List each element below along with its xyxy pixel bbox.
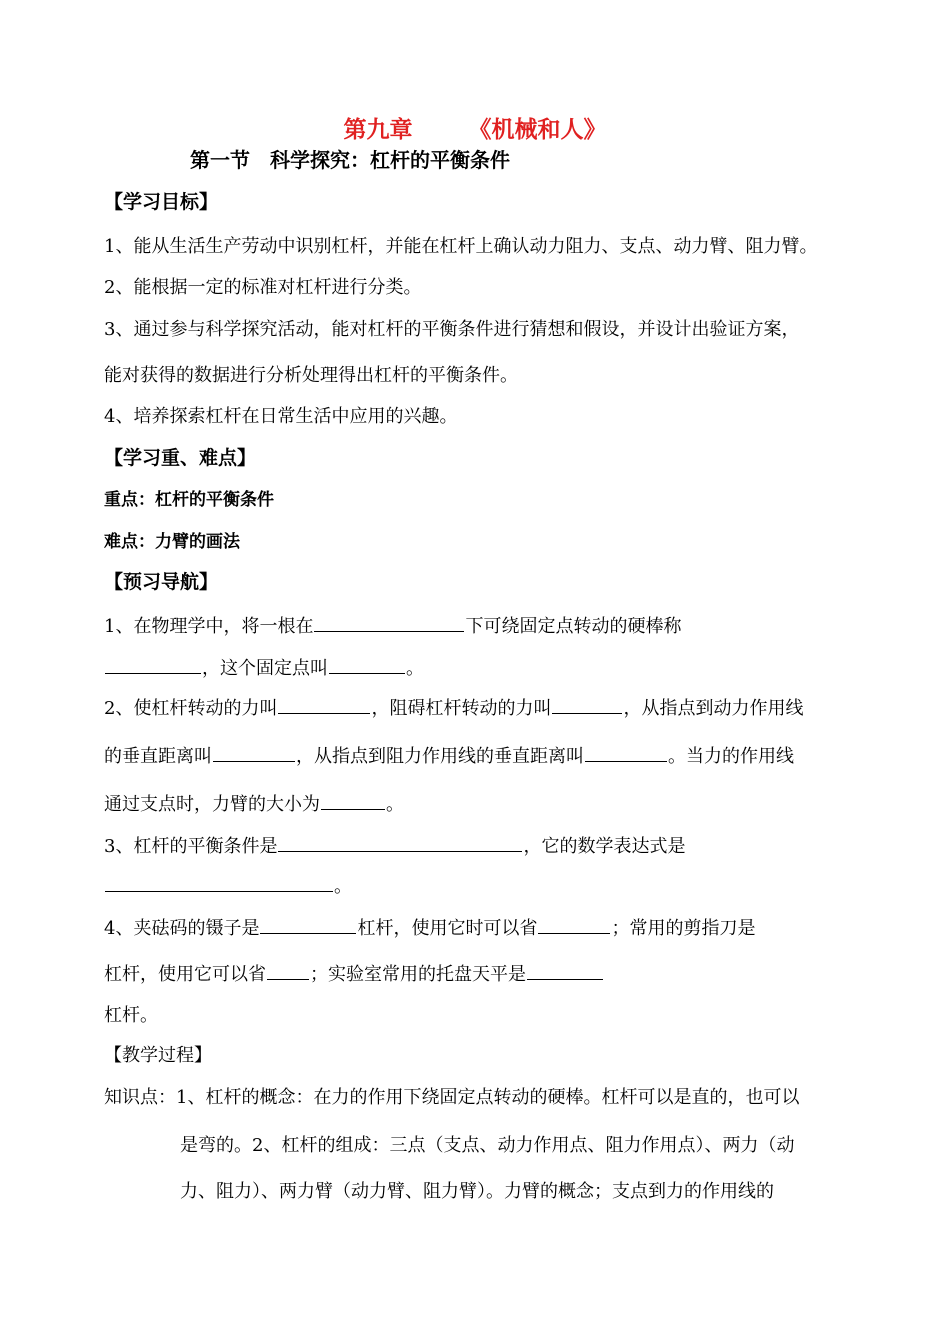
fill-blank[interactable] [267,962,309,980]
objective-item: 能对获得的数据进行分析处理得出杠杆的平衡条件。 [104,365,518,386]
preview-q4-line3: 杠杆。 [104,1005,158,1026]
process-line: 力、阻力）、两力臂（动力臂、阻力臂）。力臂的概念；支点到力的作用线的 [180,1181,774,1202]
fill-blank[interactable] [105,656,201,674]
fill-blank[interactable] [105,874,333,892]
process-line: 知识点：1、杠杆的概念：在力的作用下绕固定点转动的硬棒。杠杆可以是直的，也可以 [104,1087,800,1108]
preview-q1-line2: ，这个固定点叫 。 [104,656,424,681]
key-points-heading: 【学习重、难点】 [104,447,257,469]
preview-q4-line1: 4、夹砝码的镊子是 杠杆，使用它时可以省 ；常用的剪指刀是 [104,918,756,939]
preview-q1-line1: 1、在物理学中，将一根在 下可绕固定点转动的硬棒称 [104,616,682,637]
objective-item: 1、能从生活生产劳动中识别杠杆，并能在杠杆上确认动力阻力、支点、动力臂、阻力臂。 [104,236,818,257]
fill-blank[interactable] [527,962,603,980]
objectives-heading: 【学习目标】 [104,191,219,213]
preview-q4-line2: 杠杆，使用它可以省 ；实验室常用的托盘天平是 [104,962,604,987]
preview-q2-line1: 2、使杠杆转动的力叫 ，阻碍杠杆转动的力叫 ，从指点到动力作用线 [104,698,804,719]
fill-blank[interactable] [321,792,385,810]
fill-blank[interactable] [329,656,405,674]
preview-q2-line3: 通过支点时，力臂的大小为 。 [104,794,404,815]
process-line: 是弯的。2、杠杆的组成：三点（支点、动力作用点、阻力作用点）、两力（动 [180,1135,795,1156]
process-heading: 【教学过程】 [104,1045,212,1066]
fill-blank[interactable] [278,696,370,714]
fill-blank[interactable] [552,696,622,714]
fill-blank[interactable] [260,916,356,934]
key-point-focus: 重点：杠杆的平衡条件 [104,490,274,510]
fill-blank[interactable] [585,744,667,762]
section-title: 第一节 科学探究：杠杆的平衡条件 [190,148,510,172]
chapter-number: 第九章 [343,117,413,143]
preview-heading: 【预习导航】 [104,571,219,593]
objective-item: 2、能根据一定的标准对杠杆进行分类。 [104,277,422,298]
preview-q2-line2: 的垂直距离叫 ，从指点到阻力作用线的垂直距离叫 。当力的作用线 [104,746,794,767]
chapter-name: 《机械和人》 [468,117,607,143]
objective-item: 4、培养探索杠杆在日常生活中应用的兴趣。 [104,406,458,427]
fill-blank[interactable] [314,614,464,632]
key-point-difficulty: 难点：力臂的画法 [104,532,240,552]
preview-q3-line2: 。 [104,874,352,899]
fill-blank[interactable] [213,744,295,762]
fill-blank[interactable] [278,834,522,852]
objective-item: 3、通过参与科学探究活动，能对杠杆的平衡条件进行猜想和假设，并设计出验证方案， [104,319,800,340]
fill-blank[interactable] [538,916,610,934]
chapter-title [0,118,950,142]
preview-q3-line1: 3、杠杆的平衡条件是 ，它的数学表达式是 [104,836,686,857]
